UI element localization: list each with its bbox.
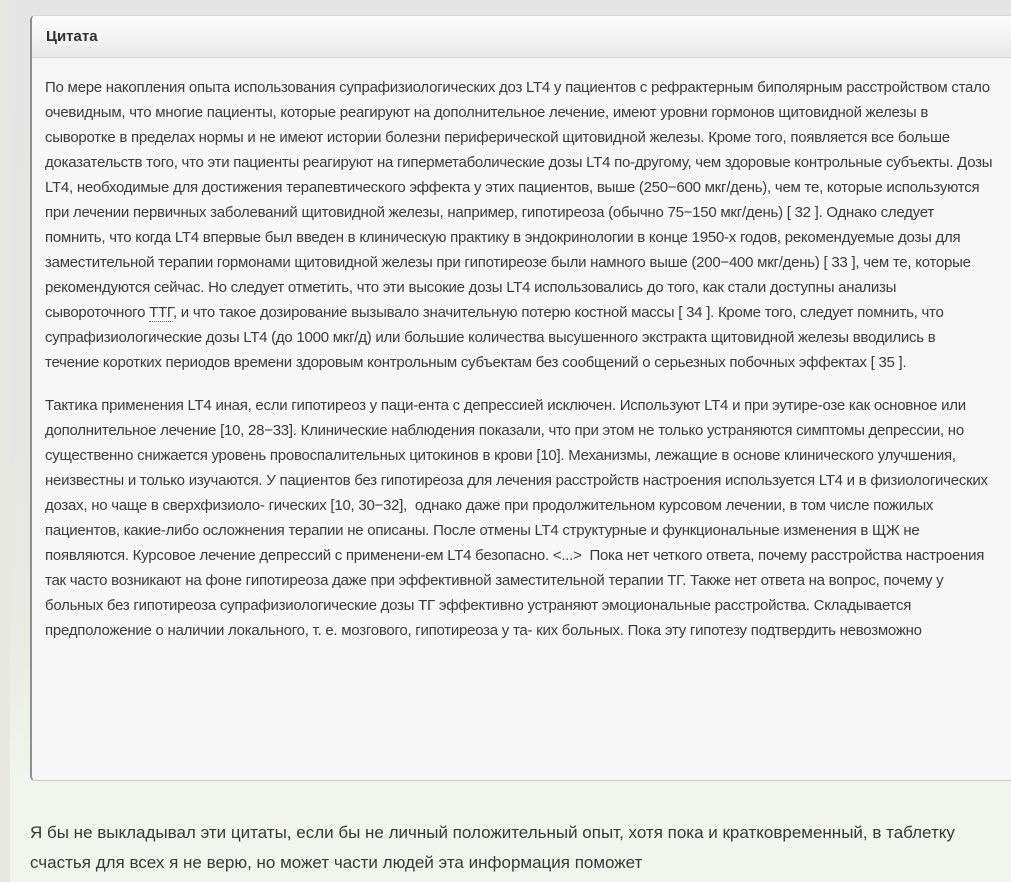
page-left-margin — [0, 0, 10, 882]
post-comment-text: Я бы не выкладывал эти цитаты, если бы не личный положительный опыт, хотя пока и кратковременный, в таблетку счастья для всех я не верю, но может части людей эта информация поможет — [30, 823, 955, 872]
quote-paragraph-1 — [45, 75, 997, 375]
quote-block-wrapper — [10, 0, 1011, 783]
quote-paragraph-2: Тактика применения LT4 иная, если гипотиреоз у паци-ента с депрессией исключен. Используют LT4 и при эутире-озе как основное или дополнительное лечение [10, 28−33]. Клинические наблюдения показали, что при этом не только устраняются симптомы депрессии, но существенно снижается уровень провоспалительных цитокинов в крови [10]. Механизмы, лежащие в основе клинического улучшения, неизвестны и только изучаются. У пациентов без гипотиреоза для лечения расстройств настроения используется LT4 и в физиологических дозах, но чаще в сверхфизиоло- гических [10, 30−32], однако даже при продолжительном курсовом лечении, в том числе пожилых пациентов, какие-либо осложнения терапии не описаны. После отмены LT4 структурные и функциональные изменения в ЩЖ не появляются. Курсовое лечение депрессий с применени-ем LT4 безопасно. <...> Пока нет четкого ответа, почему расстройства настроения так часто возникают на фоне гипотиреоза даже при эффективной заместительной терапии ТГ. Также нет ответа на вопрос, почему у больных без гипотиреоза супрафизиологические дозы ТГ эффективно устраняют эмоциональные расстройства. Складывается предположение о наличии локального, т. е. мозгового, гипотиреоза у та- ких больных. Пока эту гипотезу подтвердить невозможно — [45, 397, 992, 639]
quote-paragraph-1-text-cont: , и что такое дозирование вызывало значительную потерю костной массы [ 34 ]. Кроме того, следует помнить, что супрафизиологические дозы LT4 (до 1000 мкг/д) или большие количества высушенного экстракта щитовидной железы вводились в течение коротких периодов времени здоровым контрольным субъектам без сообщений о серьезных побочных эффектах [ 35 ]. — [45, 304, 948, 371]
quote-body — [32, 58, 1011, 643]
quote-header — [32, 16, 1011, 58]
quote-box — [30, 15, 1011, 781]
ttg-abbreviation[interactable]: ТТГ — [149, 304, 173, 321]
quote-paragraph-1-text: По мере накопления опыта использования супрафизиологических доз LT4 у пациентов с рефрактерным биполярным расстройством стало очевидным, что многие пациенты, которые реагируют на дополнительное лечение, имеют уровни гормонов щитовидной железы в сыворотке в пределах нормы и не имеют истории болезни периферической щитовидной железы. Кроме того, появляется все больше доказательств того, что эти пациенты реагируют на гиперметаболические дозы LT4 по-другому, чем здоровые контрольные субъекты. Дозы LT4, необходимые для достижения терапевтического эффекта у этих пациентов, выше (250−600 мкг/день), чем те, которые используются при лечении первичных заболеваний щитовидной железы, например, гипотиреоза (обычно 75−150 мкг/день) [ 32 ]. Однако следует помнить, что когда LT4 впервые был введен в клиническую практику в эндокринологии в конце 1950-х годов, рекомендуемые дозы для заместительной терапии гормонами щитовидной железы при гипотиреозе были намного выше (200−400 мкг/день) [ 33 ], чем те, которые рекомендуются сейчас. Но следует отметить, что эти высокие дозы LT4 использовались до того, как стали доступны анализы сывороточного — [45, 79, 997, 321]
quote-header-label: Цитата — [46, 28, 98, 45]
